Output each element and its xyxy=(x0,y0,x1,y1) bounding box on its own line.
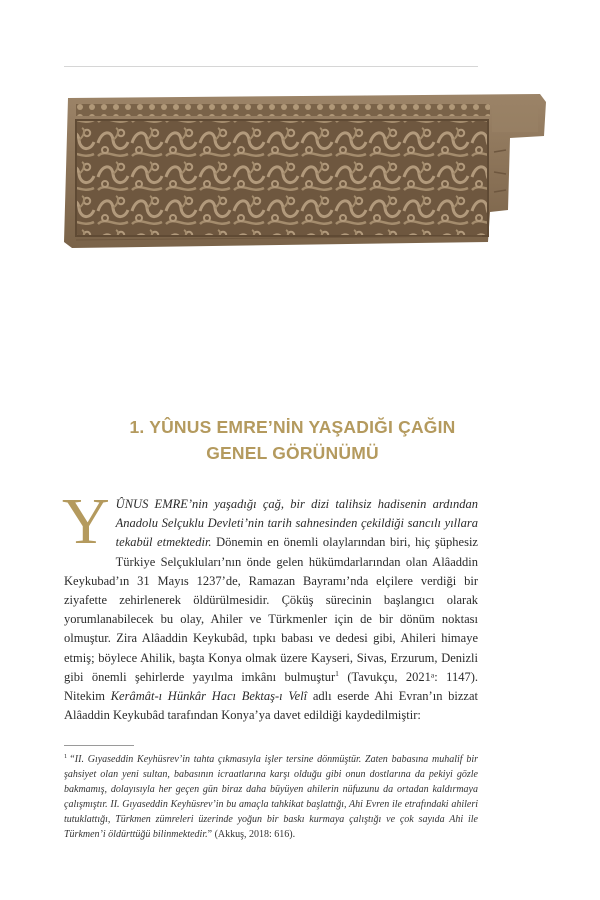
footnote-rule xyxy=(64,745,134,746)
chapter-heading-line2: GENEL GÖRÜNÜMÜ xyxy=(206,443,379,463)
body-text xyxy=(62,485,478,725)
work-title: Kerâmât-ı Hünkâr Hacı Bektaş-ı Velî xyxy=(110,689,308,704)
body-paragraph xyxy=(62,485,478,725)
body-text-b: (Tavukçu, 2021ᵃ: 1147). Nitekim xyxy=(64,669,478,704)
footnote-close-quote: ” xyxy=(207,829,213,840)
footnote-number: 1 xyxy=(64,752,68,760)
footnote xyxy=(64,752,478,842)
chapter-heading xyxy=(0,414,600,466)
footnote-paragraph xyxy=(64,752,478,842)
body-text-a: Dönemin en önemli olaylarından biri, hiç şüphesiz Türkiye Selçukluları’nın önde gelen hükümdarlarından olan Alâaddin Keykubad’ın 31 Mayıs 1237’de, Ramazan Bayramı’nda elçilere verdiği bir ziyafette zehirlenerek öldürülmesidir. Çöküş sürecinin başlangıcı olarak yorumlanabilecek bu olay, Ahiler ve Türkmenler için de bir dönüm noktası olmuştur. Zira Alâaddin Keykubâd, tıpkı babası ve dedesi gibi, Ahileri himaye etmiş; böylece Ahilik, başta Konya olmak üzere Kayseri, Sivas, Erzurum, Denizli gibi önemli şehirlerde yayılma imkânı bulmuştur xyxy=(64,535,478,684)
body-text-c: adlı eserde Ahi Evran’ın bizzat Alâaddin Keykubâd tarafından Konya’ya davet edildiği kaydedilmiştir: xyxy=(64,689,478,723)
footnote-citation: (Akkuş, 2018: 616). xyxy=(212,829,296,840)
drop-cap: Y xyxy=(62,485,110,558)
footnote-quote: “II. Gıyaseddin Keyhüsrev’in tahta çıkmasıyla işler tersine dönmüştür. Zaten babasına muhalif bir şahsiyet olan yeni sultan, babasının icraatlarına karşı olduğu gibi onun dostlarına da pekiyi gözle bakmamış, dolayısıyla her geçen gün biraz daha büyüyen ahilerin nüfuzunu da ortadan kaldırmaya çalışmıştır. II. Gıyaseddin Keyhüsrev’in bu amaçla tahkikat başlattığı, Ahi Evren ile etrafındaki ahileri tutuklattığı, Türkmen zümreleri üzerinde yoğun bir baskı kurmaya çalıştığı ve çok sayıda Ahi ile Türkmen’i öldürttüğü bilinmektedir. xyxy=(64,754,478,840)
carved-wood-panel-icon xyxy=(62,92,548,250)
chapter-heading-line1: 1. YÛNUS EMRE’NİN YAŞADIĞI ÇAĞIN xyxy=(129,417,456,437)
opening-italic: ÛNUS EMRE’nin yaşadığı çağ, bir dizi talihsiz hadisenin ardından Anadolu Selçuklu Devleti’nin tarih sahnesinden çekildiği sancılı yıllara tekabül etmektedir. xyxy=(115,497,478,550)
top-rule xyxy=(64,66,478,67)
footnote-ref: 1 xyxy=(335,668,339,678)
